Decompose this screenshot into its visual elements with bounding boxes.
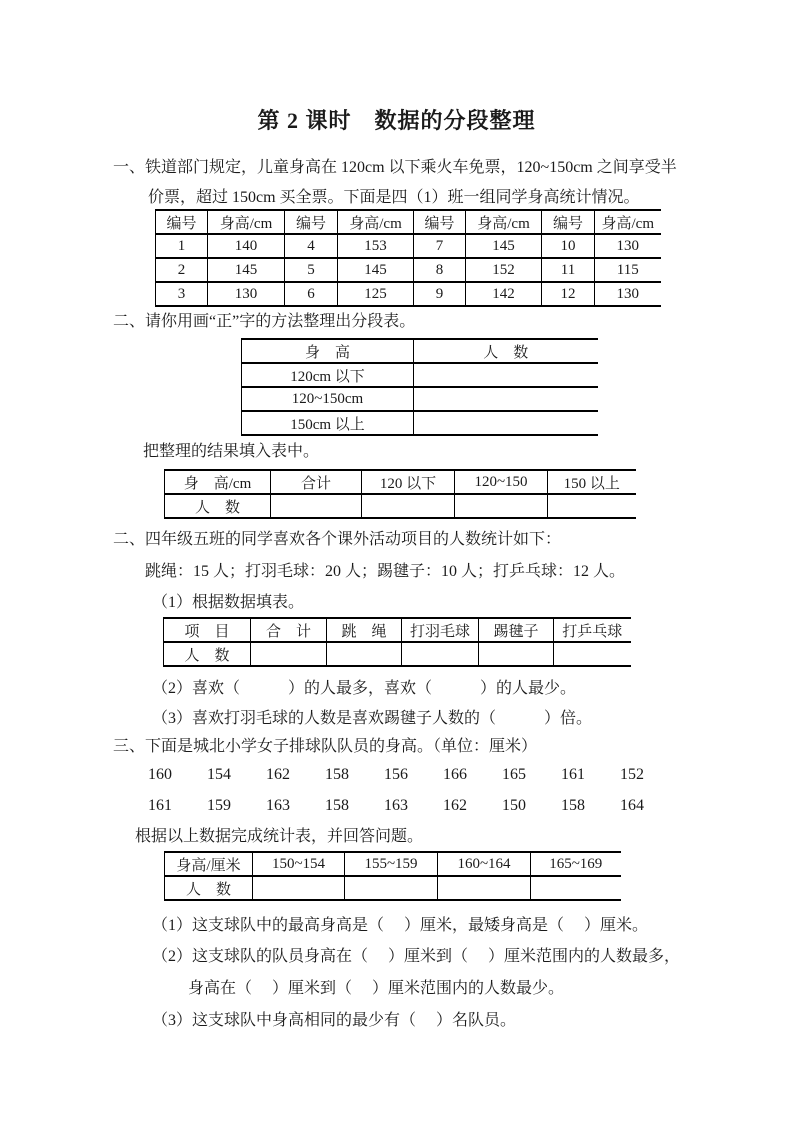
problem3-intro: 二、四年级五班的同学喜欢各个课外活动项目的人数统计如下：	[113, 531, 562, 548]
col-header: 打羽毛球	[402, 618, 479, 642]
col-header: 150~154	[253, 852, 345, 876]
table-cell: 9	[414, 282, 466, 306]
answer-cell	[414, 411, 598, 435]
table-cell: 153	[338, 234, 414, 258]
col-header: 身高/cm	[595, 210, 661, 234]
table-row	[242, 387, 598, 411]
col-header: 150 以上	[548, 470, 636, 494]
summary-table	[164, 469, 636, 519]
col-header: 身高/cm	[208, 210, 285, 234]
col-header: 身高/cm	[338, 210, 414, 234]
height-value: 160	[148, 766, 172, 783]
answer-cell	[271, 494, 362, 518]
answer-cell	[479, 642, 554, 666]
height-value: 158	[325, 766, 349, 783]
table-row	[242, 363, 598, 387]
answer-cell	[362, 494, 455, 518]
answer-cell	[438, 876, 531, 900]
col-header: 编号	[542, 210, 595, 234]
problem4-instruction: 根据以上数据完成统计表，并回答问题。	[135, 828, 424, 845]
table-header-row	[242, 339, 598, 363]
height-value: 161	[561, 766, 585, 783]
col-header: 155~159	[345, 852, 438, 876]
answer-cell	[531, 876, 621, 900]
height-data-table	[155, 209, 661, 307]
table-cell: 130	[595, 234, 661, 258]
range-table	[164, 851, 621, 901]
table-cell: 145	[338, 258, 414, 282]
height-numbers-row2	[148, 797, 648, 815]
row-label: 人 数	[164, 642, 251, 666]
row-label: 人 数	[165, 876, 253, 900]
table-cell: 130	[208, 282, 285, 306]
problem4-q2-line1: （2）这支球队的队员身高在（ ）厘米到（ ）厘米范围内的人数最多，	[152, 948, 681, 965]
height-value: 159	[207, 797, 231, 814]
height-value: 158	[561, 797, 585, 814]
problem3-q3: （3）喜欢打羽毛球的人数是喜欢踢毽子人数的（ ）倍。	[152, 710, 593, 727]
table-row	[164, 642, 631, 666]
height-value: 161	[148, 797, 172, 814]
activity-table	[163, 617, 631, 667]
problem2-fill-instruction: 把整理的结果填入表中。	[143, 443, 320, 460]
col-header: 身 高	[242, 339, 414, 363]
table-row	[156, 234, 661, 258]
height-value: 163	[384, 797, 408, 814]
col-header: 合计	[271, 470, 362, 494]
row-label: 150cm 以上	[242, 411, 414, 435]
row-label: 120cm 以下	[242, 363, 414, 387]
answer-cell	[554, 642, 631, 666]
table-cell: 12	[542, 282, 595, 306]
table-cell: 1	[156, 234, 208, 258]
col-header: 120~150	[455, 470, 548, 494]
table-row	[165, 494, 636, 518]
table-cell: 2	[156, 258, 208, 282]
problem4-q1: （1）这支球队中的最高身高是（ ）厘米，最矮身高是（ ）厘米。	[152, 917, 649, 934]
table-cell: 6	[285, 282, 338, 306]
problem1-text-line1: 一、铁道部门规定，儿童身高在 120cm 以下乘火车免票，120~150cm 之间享受半	[113, 159, 677, 176]
col-header: 身高/cm	[466, 210, 542, 234]
col-header: 165~169	[531, 852, 621, 876]
problem2-intro: 二、请你用画“正”字的方法整理出分段表。	[113, 313, 416, 330]
row-label: 120~150cm	[242, 387, 414, 411]
col-header: 编号	[285, 210, 338, 234]
table-header-row	[165, 852, 621, 876]
table-cell: 3	[156, 282, 208, 306]
height-value: 163	[266, 797, 290, 814]
problem4-intro: 三、下面是城北小学女子排球队队员的身高。（单位：厘米）	[113, 738, 538, 755]
table-row	[165, 876, 621, 900]
answer-cell	[414, 363, 598, 387]
table-cell: 10	[542, 234, 595, 258]
height-value: 162	[266, 766, 290, 783]
col-header: 合 计	[251, 618, 327, 642]
col-header: 身高/厘米	[165, 852, 253, 876]
table-row	[156, 282, 661, 306]
table-cell: 7	[414, 234, 466, 258]
answer-cell	[251, 642, 327, 666]
answer-cell	[414, 387, 598, 411]
height-value: 150	[502, 797, 526, 814]
table-cell: 140	[208, 234, 285, 258]
height-value: 165	[502, 766, 526, 783]
answer-cell	[548, 494, 636, 518]
height-value: 156	[384, 766, 408, 783]
answer-cell	[253, 876, 345, 900]
col-header: 跳 绳	[327, 618, 402, 642]
table-cell: 5	[285, 258, 338, 282]
col-header: 编号	[156, 210, 208, 234]
tally-table	[241, 338, 598, 436]
height-value: 162	[443, 797, 467, 814]
answer-cell	[402, 642, 479, 666]
col-header: 打乒乓球	[554, 618, 631, 642]
table-cell: 145	[466, 234, 542, 258]
table-row	[242, 411, 598, 435]
table-header-row	[156, 210, 661, 234]
table-header-row	[165, 470, 636, 494]
col-header: 项 目	[164, 618, 251, 642]
table-header-row	[164, 618, 631, 642]
col-header: 120 以下	[362, 470, 455, 494]
height-value: 152	[620, 766, 644, 783]
table-cell: 8	[414, 258, 466, 282]
problem1-text-line2: 价票，超过 150cm 买全票。下面是四（1）班一组同学身高统计情况。	[148, 189, 640, 206]
col-header: 踢毽子	[479, 618, 554, 642]
answer-cell	[345, 876, 438, 900]
problem3-q2: （2）喜欢（ ）的人最多，喜欢（ ）的人最少。	[152, 680, 577, 697]
table-cell: 4	[285, 234, 338, 258]
col-header: 160~164	[438, 852, 531, 876]
table-cell: 152	[466, 258, 542, 282]
height-value: 154	[207, 766, 231, 783]
problem3-stats: 跳绳：15 人；打羽毛球：20 人；踢毽子：10 人；打乒乓球：12 人。	[145, 563, 626, 580]
problem3-q1: （1）根据数据填表。	[152, 594, 305, 611]
lesson-title: 第 2 课时 数据的分段整理	[257, 108, 536, 133]
row-label: 人 数	[165, 494, 271, 518]
table-cell: 115	[595, 258, 661, 282]
table-cell: 145	[208, 258, 285, 282]
col-header: 人 数	[414, 339, 598, 363]
height-numbers-row1	[148, 766, 648, 784]
height-value: 166	[443, 766, 467, 783]
col-header: 编号	[414, 210, 466, 234]
answer-cell	[327, 642, 402, 666]
problem4-q2-line2: 身高在（ ）厘米到（ ）厘米范围内的人数最少。	[188, 980, 565, 997]
table-cell: 11	[542, 258, 595, 282]
table-cell: 130	[595, 282, 661, 306]
table-cell: 125	[338, 282, 414, 306]
answer-cell	[455, 494, 548, 518]
table-cell: 142	[466, 282, 542, 306]
height-value: 164	[620, 797, 644, 814]
problem4-q3: （3）这支球队中身高相同的最少有（ ）名队员。	[152, 1012, 517, 1029]
col-header: 身 高/cm	[165, 470, 271, 494]
table-row	[156, 258, 661, 282]
height-value: 158	[325, 797, 349, 814]
